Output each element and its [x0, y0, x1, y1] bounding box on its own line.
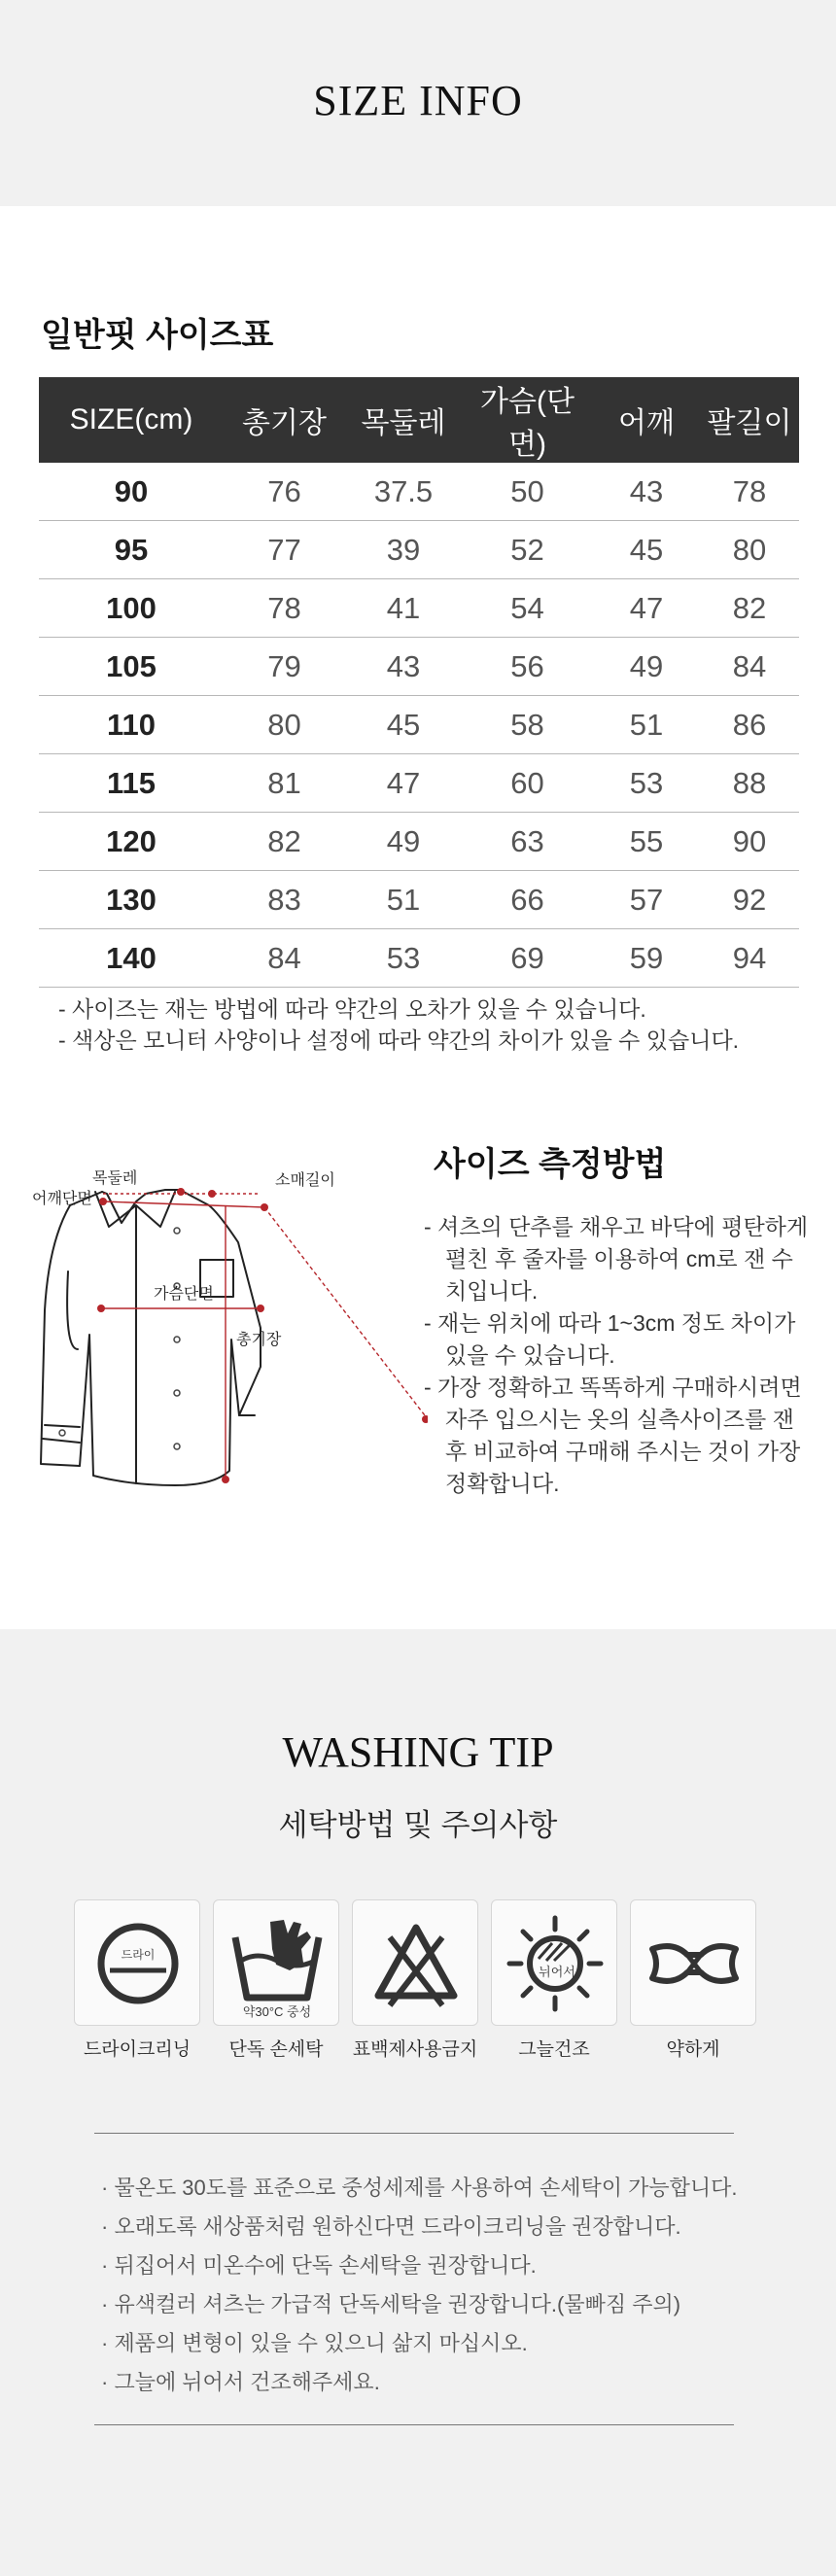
icon-label-shade-dry: 그늘건조 — [518, 2039, 590, 2060]
washing-subtitle: 세탁방법 및 주의사항 — [278, 1808, 558, 1842]
size-cell: 130 — [39, 871, 224, 929]
label-length: 총기장 — [236, 1332, 282, 1348]
table-cell: 37.5 — [345, 463, 462, 521]
size-notes — [58, 993, 739, 1056]
table-cell: 77 — [224, 521, 345, 579]
size-cell: 110 — [39, 696, 224, 754]
table-cell: 45 — [345, 696, 462, 754]
table-cell: 59 — [593, 929, 700, 988]
table-cell: 41 — [345, 579, 462, 638]
header-size: SIZE(cm) — [39, 377, 224, 463]
table-cell: 80 — [700, 521, 799, 579]
header-shoulder: 어깨 — [593, 377, 700, 463]
table-cell: 82 — [224, 813, 345, 871]
table-cell: 49 — [345, 813, 462, 871]
measure-item: - 가장 정확하고 똑똑하게 구매하시려면 자주 입으시는 옷의 실측사이즈를 잰 후 비교하여 구매해 주시는 것이 가장 정확합니다. — [424, 1375, 802, 1496]
diagram-labels — [32, 1168, 335, 1348]
table-cell: 78 — [224, 579, 345, 638]
header-neck: 목둘레 — [345, 377, 462, 463]
table-cell: 83 — [224, 871, 345, 929]
table-cell: 66 — [462, 871, 593, 929]
table-row — [39, 638, 799, 696]
icon-label-dry-clean: 드라이크리닝 — [83, 2039, 192, 2060]
table-cell: 86 — [700, 696, 799, 754]
shade-dry-text: 뉘어서 — [539, 1965, 575, 1979]
size-note: - 사이즈는 재는 방법에 따라 약간의 오차가 있을 수 있습니다. — [58, 996, 646, 1022]
table-row — [39, 521, 799, 579]
shirt-outline-icon — [41, 1190, 261, 1485]
table-cell: 76 — [224, 463, 345, 521]
table-cell: 82 — [700, 579, 799, 638]
table-cell: 79 — [224, 638, 345, 696]
table-cell: 94 — [700, 929, 799, 988]
table-cell: 63 — [462, 813, 593, 871]
icon-label-gentle: 약하게 — [666, 2039, 720, 2060]
table-cell: 90 — [700, 813, 799, 871]
label-shoulder: 어깨단면 — [32, 1191, 92, 1207]
table-row — [39, 754, 799, 813]
dry-clean-text: 드라이 — [121, 1948, 156, 1962]
hand-wash-icon-box — [213, 1899, 339, 2026]
measure-list — [424, 1211, 813, 1500]
table-cell: 53 — [345, 929, 462, 988]
table-cell: 47 — [593, 579, 700, 638]
table-row — [39, 579, 799, 638]
label-chest: 가슴단면 — [154, 1286, 214, 1303]
measure-item: - 셔츠의 단추를 채우고 바닥에 평탄하게 펼친 후 줄자를 이용하여 cm로 잰 수치입니다. — [424, 1214, 809, 1304]
table-row — [39, 463, 799, 521]
table-cell: 47 — [345, 754, 462, 813]
icon-label-hand-wash: 단독 손세탁 — [228, 2039, 324, 2060]
size-table — [39, 377, 799, 988]
table-cell: 88 — [700, 754, 799, 813]
tip-item: · 유색컬러 셔츠는 가급적 단독세탁을 권장합니다.(물빠짐 주의) — [101, 2292, 681, 2316]
size-cell: 105 — [39, 638, 224, 696]
header-chest: 가슴(단면) — [462, 377, 593, 463]
tip-item: · 그늘에 뉘어서 건조해주세요. — [101, 2370, 380, 2394]
tip-item: · 물온도 30도를 표준으로 중성세제를 사용하여 손세탁이 가능합니다. — [101, 2176, 738, 2200]
size-table-title: 일반핏 사이즈표 — [41, 317, 274, 354]
table-cell: 51 — [593, 696, 700, 754]
dry-clean-icon-box — [74, 1899, 200, 2026]
no-bleach-icon-box — [352, 1899, 478, 2026]
table-cell: 84 — [700, 638, 799, 696]
size-cell: 95 — [39, 521, 224, 579]
table-cell: 80 — [224, 696, 345, 754]
table-cell: 53 — [593, 754, 700, 813]
table-cell: 92 — [700, 871, 799, 929]
shade-dry-icon-box — [491, 1899, 617, 2026]
table-cell: 50 — [462, 463, 593, 521]
gentle-wring-icon-box — [630, 1899, 756, 2026]
divider-top — [94, 2133, 734, 2134]
gentle-wring-icon — [631, 1900, 757, 2027]
table-row — [39, 929, 799, 988]
table-row — [39, 813, 799, 871]
divider-bottom — [94, 2424, 734, 2425]
size-cell: 140 — [39, 929, 224, 988]
no-bleach-icon — [353, 1900, 479, 2027]
table-cell: 39 — [345, 521, 462, 579]
tip-item: · 제품의 변형이 있을 수 있으니 삶지 마십시오. — [101, 2331, 528, 2355]
table-cell: 54 — [462, 579, 593, 638]
shade-dry-icon — [492, 1900, 618, 2027]
shirt-buttons — [59, 1228, 180, 1449]
icon-label-no-bleach: 표백제사용금지 — [352, 2039, 478, 2060]
table-cell: 69 — [462, 929, 593, 988]
table-cell: 60 — [462, 754, 593, 813]
table-cell: 51 — [345, 871, 462, 929]
shirt-diagram — [0, 1155, 428, 1507]
size-note: - 색상은 모니터 사양이나 설정에 따라 약간의 차이가 있을 수 있습니다. — [58, 1027, 740, 1053]
table-cell: 81 — [224, 754, 345, 813]
table-cell: 78 — [700, 463, 799, 521]
header-sleeve: 팔길이 — [700, 377, 799, 463]
label-sleeve: 소매길이 — [275, 1172, 335, 1189]
header-length: 총기장 — [224, 377, 345, 463]
washing-title: WASHING TIP — [282, 1728, 554, 1776]
table-cell: 43 — [593, 463, 700, 521]
size-cell: 100 — [39, 579, 224, 638]
table-cell: 43 — [345, 638, 462, 696]
label-neck: 목둘레 — [92, 1170, 138, 1187]
washing-tips — [101, 2169, 738, 2402]
size-cell: 90 — [39, 463, 224, 521]
size-table-header-row — [39, 377, 799, 463]
hand-wash-text: 약30°C 중성 — [242, 2004, 312, 2019]
table-cell: 55 — [593, 813, 700, 871]
size-cell: 115 — [39, 754, 224, 813]
table-cell: 58 — [462, 696, 593, 754]
table-row — [39, 871, 799, 929]
table-cell: 45 — [593, 521, 700, 579]
table-cell: 57 — [593, 871, 700, 929]
table-row — [39, 696, 799, 754]
measure-title: 사이즈 측정방법 — [434, 1146, 667, 1183]
table-cell: 52 — [462, 521, 593, 579]
measure-item: - 재는 위치에 따라 1~3cm 정도 차이가 있을 수 있습니다. — [424, 1310, 796, 1368]
tip-item: · 오래도록 새상품처럼 원하신다면 드라이크리닝을 권장합니다. — [101, 2214, 681, 2239]
hand-wash-icon — [214, 1900, 340, 2027]
tip-item: · 뒤집어서 미온수에 단독 손세탁을 권장합니다. — [101, 2253, 537, 2278]
size-cell: 120 — [39, 813, 224, 871]
table-cell: 84 — [224, 929, 345, 988]
dry-clean-icon — [75, 1900, 201, 2027]
table-cell: 56 — [462, 638, 593, 696]
size-info-title: SIZE INFO — [313, 77, 523, 124]
table-cell: 49 — [593, 638, 700, 696]
